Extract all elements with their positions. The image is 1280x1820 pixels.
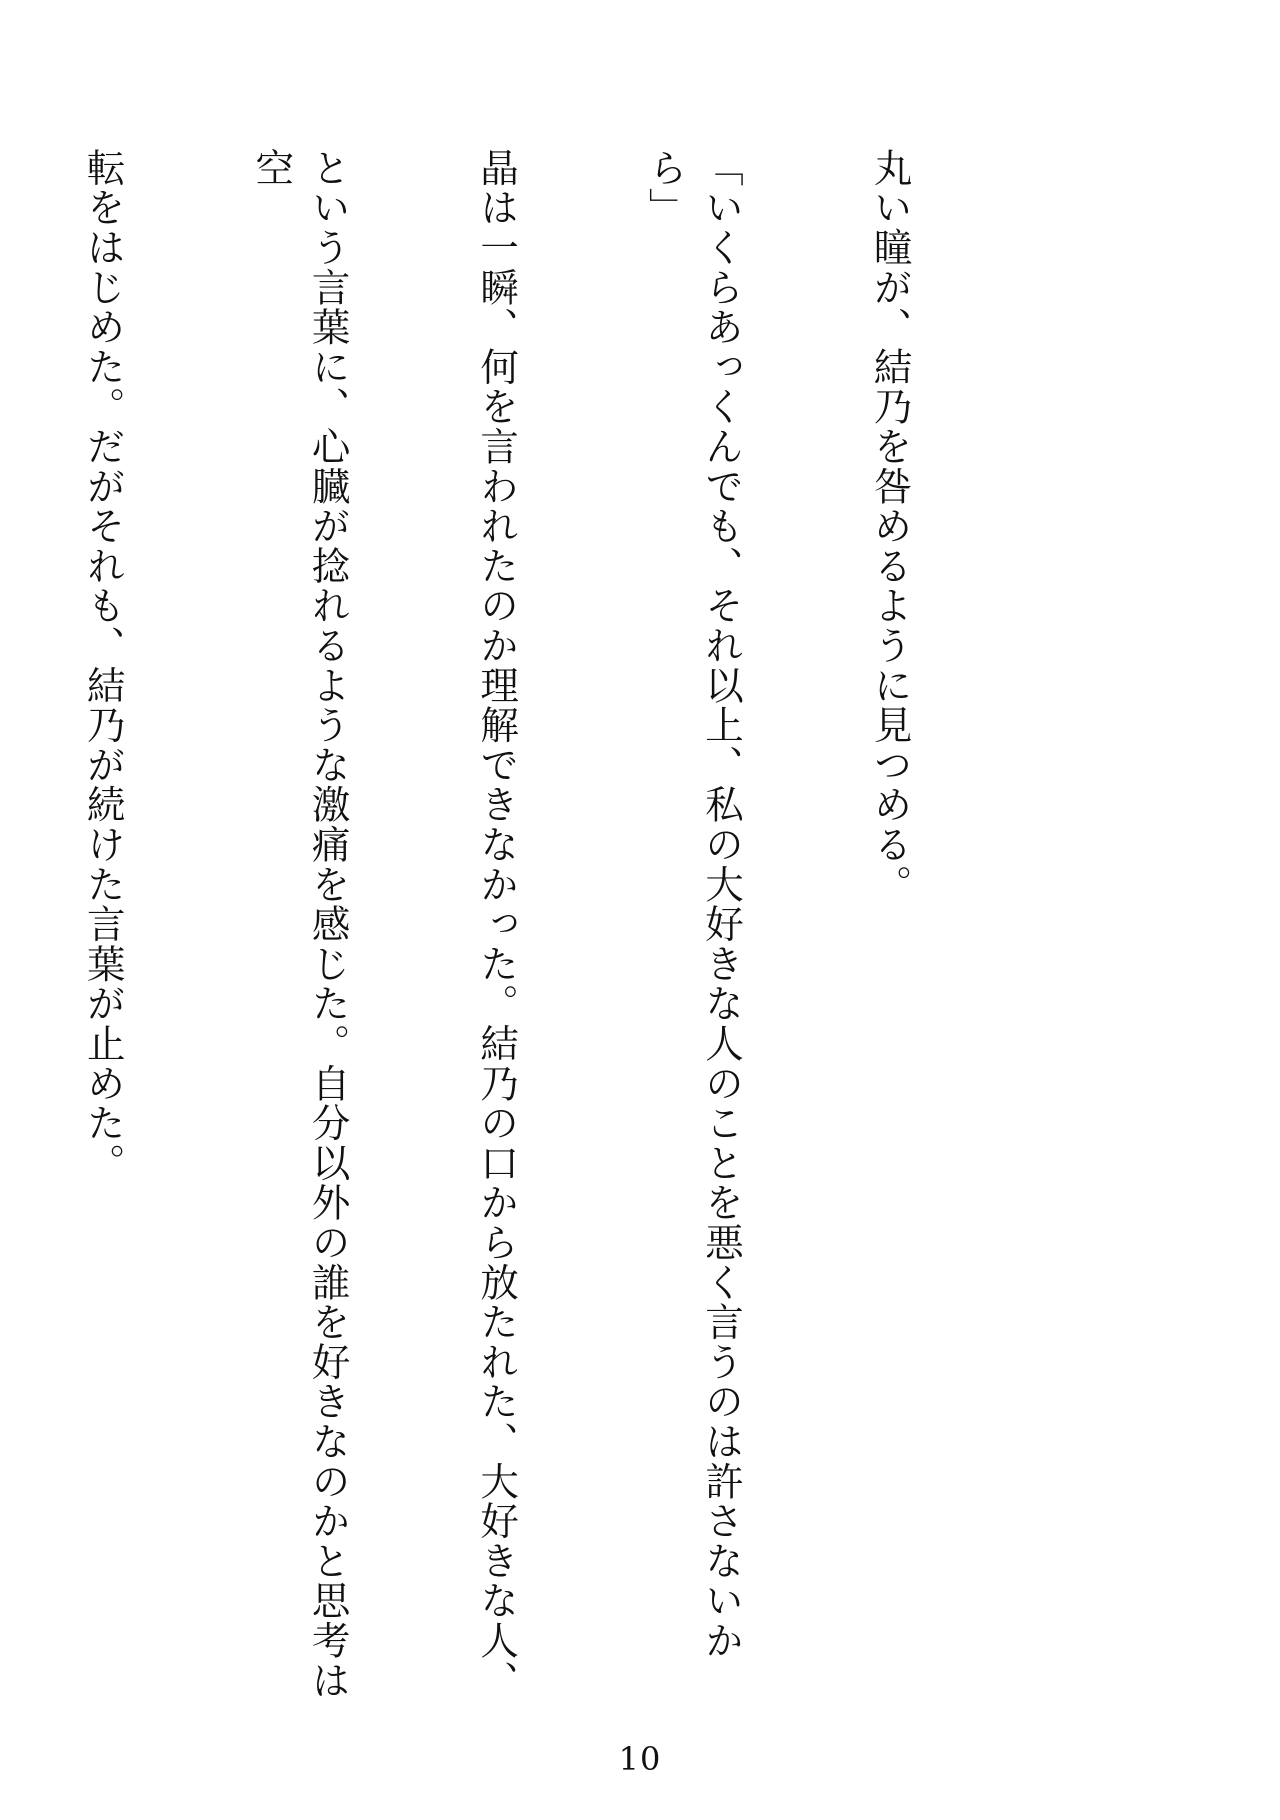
page-number: 10	[618, 1740, 662, 1778]
vertical-text-block	[0, 148, 1030, 1708]
text-line: 「いくらあっくんでも、それ以上、私の大好きな人のことを悪く言うのは許さないから」	[642, 148, 744, 1661]
text-line: という言葉に、心臓が捻れるような激痛を感じた。自分以外の誰を好きなのかと思考は空	[249, 148, 351, 1701]
text-line: 丸い瞳が、結乃を咎めるように見つめる。	[867, 148, 913, 905]
text-line: 転をはじめた。だがそれも、結乃が続けた言葉が止めた。	[80, 148, 126, 1183]
text-line: 晶は一瞬、何を言われたのか理解できなかった。結乃の口から放たれた、大好きな人、	[474, 148, 520, 1701]
